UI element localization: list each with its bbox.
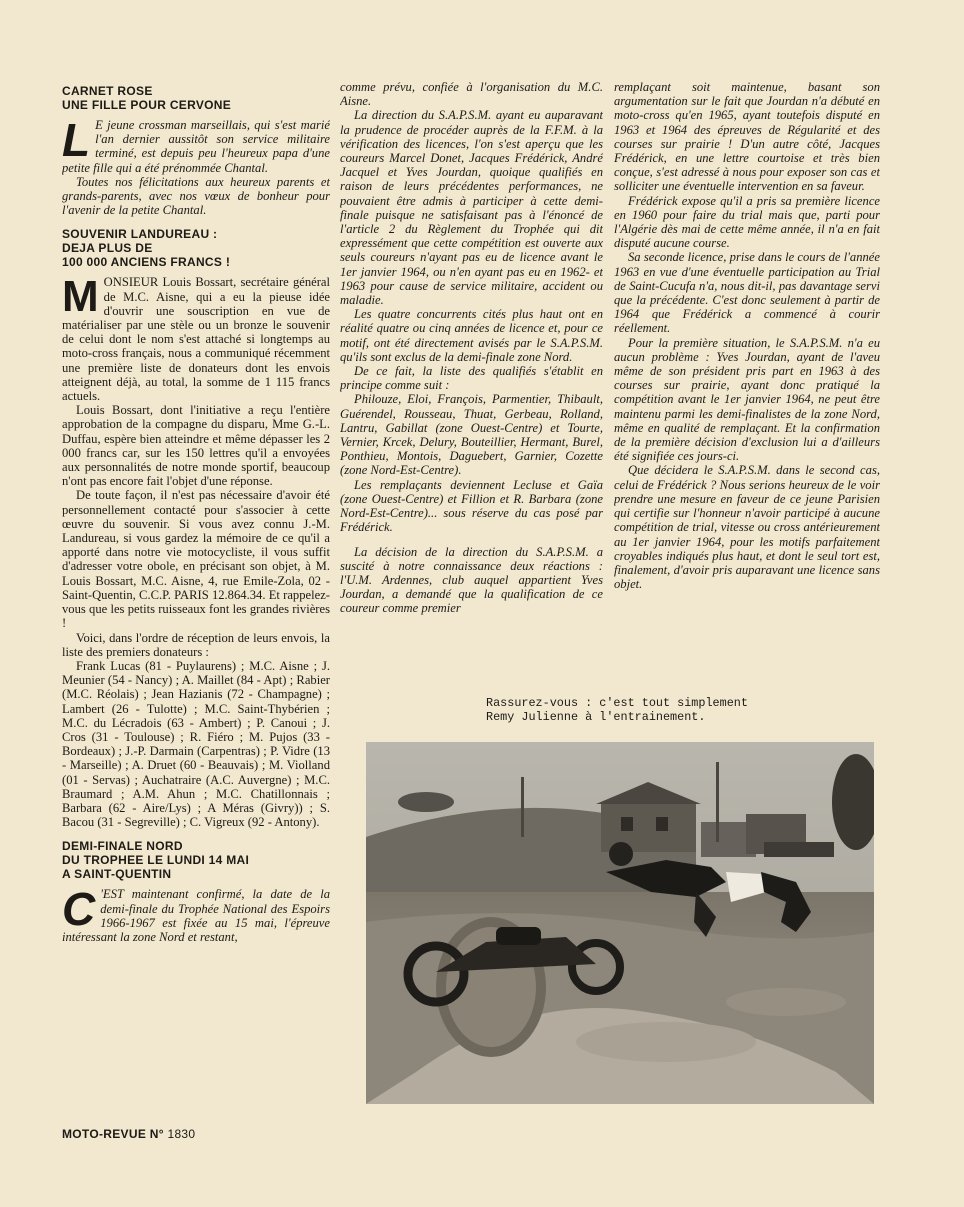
headline-demi-finale-nord: DEMI-FINALE NORD DU TROPHEE LE LUNDI 14 MAI A SAINT-QUENTIN <box>62 839 250 882</box>
article-demi-finale-nord <box>62 883 330 944</box>
headline-souvenir-landureau: SOUVENIR LANDUREAU : DEJA PLUS DE 100 000 ANCIENS FRANCS ! <box>62 227 231 270</box>
article-paragraph: remplaçant soit maintenue, basant son argumentation sur le fait que Jourdan n'a débuté en moto-cross qu'en 1965, ayant toutefois disputé en 1963 et 1964 des épreuves de Régularité et des courses sur prairie ! D'un autre côté, Jacques Frédérick, en une lettre courtoise et très bien conçue, s'est adressé à nous pour exposer son cas et solliciter une éventuelle intervention en sa faveur. <box>614 80 880 194</box>
article-paragraph: La décision de la direction du S.A.P.S.M. a suscité à notre connaissance deux réactions : l'U.M. Ardennes, club auquel appartient Yves Jourdan, a demandé que la qualification de ce coureur comme premier <box>340 544 603 616</box>
article-souvenir-landureau <box>62 272 330 830</box>
article-paragraph: Les remplaçants deviennent Lecluse et Gaïa (zone Ouest-Centre) et Fillion et R. Barbara (zone Nord-Est-Centre)... sous réserve du cas posé par Frédérick. <box>340 477 603 535</box>
drop-cap: M <box>62 272 99 322</box>
article-paragraph: Voici, dans l'ordre de réception de leurs envois, la liste des premiers donateurs : <box>62 630 330 659</box>
article-paragraph: L E jeune crossman marseillais, qui s'est marié l'an dernier aussitôt son service militaire terminé, est depuis peu l'heureux papa d'une petite fille qui a été prénommée Chantal. <box>62 114 330 175</box>
article-paragraph: Frédérick expose qu'il a pris sa première licence en 1960 pour faire du trial mais que, parti pour l'Algérie dès mai de cette même année, il n'a en fait disputé aucune course. <box>614 193 880 251</box>
qualified-riders-list: Philouze, Eloi, François, Parmentier, Thibault, Guérendel, Rousseau, Thuat, Gerbeau, Rolland, Lantru, Gabillat (zone Ouest-Centre) et Tourte, Vernier, Krcek, Delury, Bouteillier, Hermant, Burel, Ponthieu, Montois, Daguebert, Garnier, Cozette (zone Nord-Est-Centre). <box>340 392 603 478</box>
page-footer <box>62 1127 195 1141</box>
article-paragraph: Que décidera le S.A.P.S.M. dans le second cas, celui de Frédérick ? Nous serions heureux de le voir prendre une mesure en faveur de ce jeune Parisien qui certifie sur l'honneur n'avoir participé à aucune compétition de trial, vitesse ou cross antérieurement au 1er janvier 1964, pour les motifs parfaitement croyables indiqués plus haut, et dont le seul tort est, finalement, d'avoir pris auparavant une licence sans objet. <box>614 463 880 592</box>
issue-number: 1830 <box>167 1127 196 1141</box>
magazine-issue-label: MOTO-REVUE N° <box>62 1127 164 1141</box>
article-paragraph: Les quatre concurrents cités plus haut ont en réalité quatre ou cinq années de licence et, pour ce motif, ont été directement avisés par le S.A.P.S.M. qu'ils sont exclus de la demi-finale zone Nord. <box>340 307 603 364</box>
article-paragraph: C 'EST maintenant confirmé, la date de la demi-finale du Trophée National des Espoirs 1966-1967 est fixée au 15 mai, l'épreuve intéressant la zone Nord et restant, <box>62 883 330 944</box>
photo-illustration <box>366 742 874 1104</box>
drop-cap: L <box>62 114 91 166</box>
article-paragraph: Pour la première situation, le S.A.P.S.M. n'a eu aucun problème : Yves Jourdan, ayant de l'aveu même de son président pris part en 1963 à des courses sur prairie, ayant donc pratiqué la compétition avant le 1er janvier 1964, ne peut être maintenu parmi les demi-finalistes de la zone Nord, même en qualité de remplaçant. Et la confirmation de la première décision d'exclusion lui a d'ailleurs été signifiée ces jours-ci. <box>614 335 880 464</box>
article-carnet-rose <box>62 114 330 218</box>
article-paragraph: De ce fait, la liste des qualifiés s'établit en principe comme suit : <box>340 364 603 393</box>
article-paragraph: De toute façon, il n'est pas nécessaire d'avoir été personnellement contacté pour s'associer à cette œuvre du souvenir. Si vous avez connu J.-M. Landureau, si vous gardez la mémoire de ce qu'il a apporté dans notre vie motocycliste, il vous suffit d'adresser votre obole, en précisant son objet, à M. Louis Bossart, M.C. Aisne, 4, rue Emile-Zola, 02 - Saint-Quentin, C.C.P. PARIS 12.864.34. Et rappelez-vous que les petits ruisseaux font les grandes rivières ! <box>62 488 330 631</box>
column-right <box>614 80 880 690</box>
donor-list: Frank Lucas (81 - Puylaurens) ; M.C. Aisne ; J. Meunier (54 - Nancy) ; A. Maillet (84 - Apt) ; Rabier (M.C. Réolais) ; Jean Hazianis (72 - Champagne) ; Lambert (26 - Tulotte) ; M.C. Saint-Thybérien ; M.C. du Lécradois (63 - Ambert) ; P. Canoui ; J. Cros (31 - Toulouse) ; R. Fiéro ; M. Pujos (33 - Bordeaux) ; J.-P. Darmain (Carpentras) ; P. Vidre (13 - Marseille) ; A. Druet (60 - Beauvais) ; M. Violland (01 - Servas) ; Auchatraire (A.C. Auvergne) ; M.C. Braumard ; A.M. Ahun ; M.C. Chatillonnais ; Barbara (62 - Aire/Lys) ; A Méras (Givry)) ; S. Bacou (31 - Segreville) ; C. Vigreux (92 - Antony). <box>62 658 330 830</box>
photo-caption: Rassurez-vous : c'est tout simplement Remy Julienne à l'entrainement. <box>486 696 748 724</box>
column-left <box>62 80 330 1150</box>
headline-carnet-rose: CARNET ROSE UNE FILLE POUR CERVONE <box>62 84 232 112</box>
article-paragraph: Sa seconde licence, prise dans le cours de l'année 1963 en vue d'une éventuelle participation au Trial de Saint-Cucufa n'a, nous dit-il, pas davantage servi que la précédente. C'est donc seulement à partir de 1964 que Frédérick a commencé à courir réellement. <box>614 250 880 336</box>
article-paragraph: Louis Bossart, dont l'initiative a reçu l'entière approbation de la compagne du disparu, Mme G.-L. Duffau, espère bien atteindre et même dépasser les 2 000 francs car, sur les 150 lettres qu'il a envoyées aux personnalités de notre monde sportif, beaucoup n'ont pas encore fait l'objet d'une réponse. <box>62 403 330 489</box>
motocross-jump-photo <box>366 742 874 1104</box>
column-middle <box>340 80 603 690</box>
article-paragraph: MONSIEUR Louis Bossart, secrétaire général de M.C. Aisne, qui a eu la pieuse idée d'ouvrir une souscription en vue de matérialiser par une stèle ou un bronze le souvenir de celui dont le nom s'est attaché si longtemps au moto-cross français, nous a communiqué récemment une première liste de donateurs dont les envois atteignent déjà, au total, la somme de 1 115 francs actuels. <box>62 272 330 404</box>
article-paragraph: Toutes nos félicitations aux heureux parents et grands-parents, avec nos vœux de bonheur pour l'avenir de la petite Chantal. <box>62 174 330 218</box>
article-paragraph: La direction du S.A.P.S.M. ayant eu auparavant la prudence de procéder auprès de la F.F.M. à la vérification des licences, l'on s'est aperçu que les coureurs Marcel Donet, Jacques Frédérick, André Jacquel et Yves Jourdan, quoique qualifiés en raison de leurs précédentes performances, ne pouvaient être admis à participer à cette demi-finale puisque ne satisfaisant pas à l'énoncé de l'article 2 du Règlement du Trophée qui dit expressément que cette compétition est ouverte aux seuls coureurs n'ayant pas eu de licence avant le 1er janvier 1964, ou n'en ayant pas eu en 1962- et 1963 pour cause de service militaire, accident ou maladie. <box>340 108 603 308</box>
article-paragraph: comme prévu, confiée à l'organisation du M.C. Aisne. <box>340 80 603 109</box>
drop-cap: C <box>62 883 96 936</box>
